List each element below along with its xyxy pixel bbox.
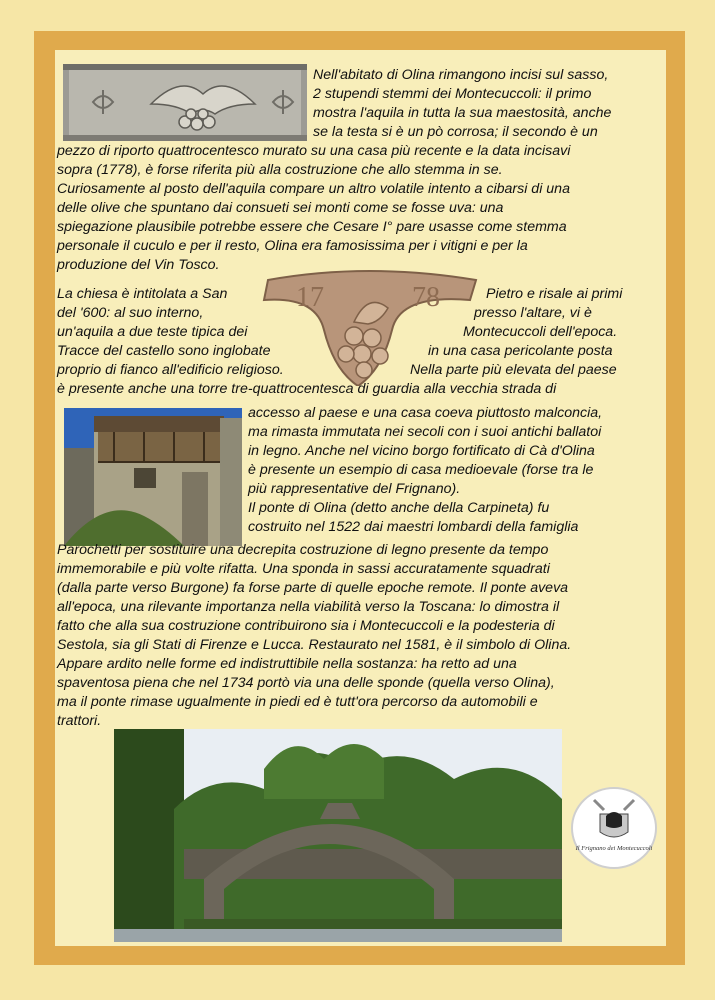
medieval-house-photo [64,408,242,546]
text-line: sopra (1778), è forse riferita più alla costruzione che allo stemma in se. [57,162,503,178]
text-line: mostra l'aquila in tutta la sua maestosità, anche [313,105,612,121]
text-line: Nell'abitato di Olina rimangono incisi sul sasso, [313,67,609,83]
text-line: Parochetti per sostituire una decrepita costruzione di legno presente da tempo [57,542,549,558]
text-line: ma rimasta immutata nei secoli con i suoi antichi ballatoi [248,424,602,440]
text-line: accesso al paese e una casa coeva piuttosto malconcia, [248,405,603,421]
text-line: in una casa pericolante posta [428,343,613,359]
text-line: spaventosa piena che nel 1734 portò via una delle sponde (quella verso Olina), [57,675,555,691]
text-line: Sestola, sia gli Stati di Firenze e Lucca. Restaurato nel 1581, è il simbolo di Olina. [57,637,572,653]
text-line: (dalla parte verso Burgone) fa forse parte di quelle epoche remote. Il ponte aveva [57,580,569,596]
stone-date-left: 17 [296,282,324,313]
house-paragraph [248,404,602,537]
text-line: in legno. Anche nel vicino borgo fortificato di Cà d'Olina [248,443,595,459]
text-line: è presente un esempio di casa medioevale (forse tra le [248,462,594,478]
text-line: all'epoca, una rilevante importanza nella viabilità verso la Toscana: lo dimostra il [57,599,560,615]
text-line: un'aquila a due teste tipica dei [57,324,248,340]
text-line: Tracce del castello sono inglobate [57,343,271,359]
olina-bridge-photo [114,729,562,942]
church-right-column [463,323,617,342]
intro-paragraph [313,66,611,142]
text-line: Nella parte più elevata del paese [410,362,617,378]
church-right-column [428,342,613,361]
text-line: pezzo di riporto quattrocentesco murato su una casa più recente e la data incisavi [57,143,571,159]
stone-relief-image [63,64,307,141]
logo-caption: Il Frignano dei Montecuccoli [575,845,653,852]
text-line: immemorabile e più volte rifatta. Una sponda in sassi accuratamente squadrati [57,561,550,577]
church-right-column [410,361,617,380]
text-line: del '600: al suo interno, [57,305,204,321]
text-line: personale il cuculo e per il resto, Olina era famosissima per i vitigni e per la [57,238,528,254]
text-line: presso l'altare, vi è [474,305,592,321]
text-line: fatto che alla sua costruzione contribuirono sia i Montecuccoli e la podesteria di [57,618,555,634]
text-line: Montecuccoli dell'epoca. [463,324,618,340]
crest-paragraph [57,142,570,275]
text-line: se la testa si è un pò corrosa; il secondo è un [313,124,598,140]
church-right-column [474,304,592,323]
text-line: è presente anche una torre tre-quattrocentesca di guardia alla vecchia strada di [57,381,557,397]
church-left-column [57,285,284,380]
text-line: produzione del Vin Tosco. [57,257,220,273]
text-line: Curiosamente al posto dell'aquila compare un altro volatile intento a cibarsi di una [57,181,570,197]
text-line: La chiesa è intitolata a San [57,286,228,302]
tower-line [57,380,556,399]
frignano-logo [570,786,658,870]
church-right-column [486,285,622,304]
text-line: proprio di fianco all'edificio religioso. [57,362,284,378]
text-line: ma il ponte rimase ugualmente in piedi ed è tutt'ora percorso da automobili e [57,694,538,710]
text-line: spiegazione plausibile potrebbe essere che Cesare I° pare usasse come stemma [57,219,567,235]
text-line: trattori. [57,713,102,729]
bridge-paragraph [57,541,571,731]
text-line: Pietro e risale ai primi [486,286,623,302]
stone-date-right: 78 [412,282,440,313]
text-line: più rappresentative del Frignano). [248,481,461,497]
text-line: Il ponte di Olina (detto anche della Carpineta) fu [248,500,550,516]
text-line: Appare ardito nelle forme ed indistruttibile nella sostanza: ha retto ad una [57,656,517,672]
text-line: costruito nel 1522 dai maestri lombardi della famiglia [248,519,579,535]
text-line: delle olive che spuntano dai consueti sei monti come se fosse uva: una [57,200,504,216]
text-line: 2 stupendi stemmi dei Montecuccoli: il primo [313,86,592,102]
